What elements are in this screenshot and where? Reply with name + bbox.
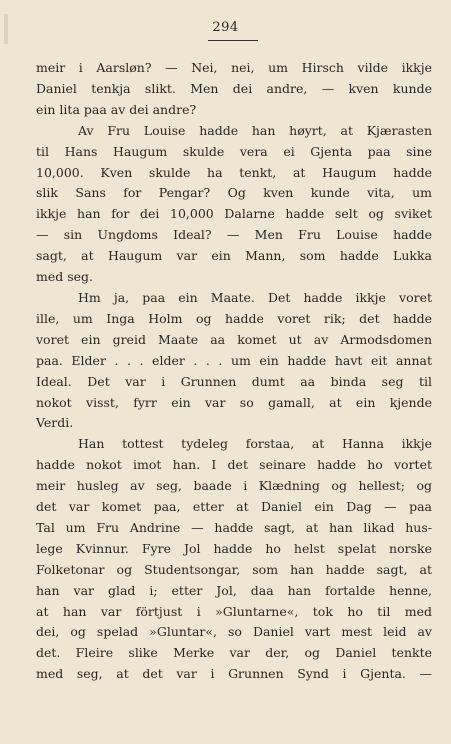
text-line: voret ein greid Maate aa komet ut av Armodsdomen [36,331,432,347]
text-line: Ideal. Det var i Grunnen dumt aa binda seg til [36,373,432,389]
page-number: 294 [212,20,239,35]
text-line: hadde nokot imot han. I det seinare hadde ho vortet [36,457,432,473]
text-line: nokot visst, fyrr ein var so gamall, at ein kjende [36,394,432,410]
text-line: Daniel tenkja slikt. Men dei andre, — kven kunde [36,80,432,96]
text-line: — sin Ungdoms Ideal? — Men Fru Louise hadde [36,227,432,243]
text-line: Folketonar og Studentsongar, som han hadde sagt, at [36,561,432,577]
body-text [36,58,432,685]
text-line: Han tottest tydeleg forstaa, at Hanna ikkje [78,436,432,452]
text-line: lege Kvinnur. Fyre Jol hadde ho helst spelat norske [36,540,432,556]
text-line: dei, og spelad »Gluntar«, so Daniel vart mest leid av [36,624,432,640]
text-line: Av Fru Louise hadde han høyrt, at Kjærasten [78,122,432,138]
text-line: med seg. [36,269,94,285]
text-line: Verdi. [36,415,74,431]
text-line: at han var förtjust i »Gluntarne«, tok ho til med [36,603,432,619]
text-line: sagt, at Haugum var ein Mann, som hadde Lukka [36,248,432,264]
text-line: meir i Aarsløn? — Nei, nei, um Hirsch vilde ikkje [36,60,432,75]
text-line: Tal um Fru Andrine — hadde sagt, at han likad hus- [36,519,432,535]
text-line: meir husleg av seg, baade i Klædning og hellest; og [36,478,432,494]
text-line: til Hans Haugum skulde vera ei Gjenta paa sine [36,143,432,159]
text-line: 10,000. Kven skulde ha tenkt, at Haugum hadde [36,164,432,180]
text-line: paa. Elder . . . elder . . . um ein hadde havt eit annat [36,352,432,368]
text-line: med seg, at det var i Grunnen Synd i Gjenta. — [36,666,432,682]
text-line: ikkje han for dei 10,000 Dalarne hadde selt og sviket [36,206,432,222]
text-line: han var glad i; etter Jol, daa han fortalde henne, [36,582,432,598]
text-line: ille, um Inga Holm og hadde voret rik; det hadde [36,310,432,326]
text-line: slik Sans for Pengar? Og kven kunde vita, um [36,185,432,201]
text-line: Hm ja, paa ein Maate. Det hadde ikkje voret [78,289,432,305]
text-line: ein lita paa av dei andre? [36,101,197,117]
text-line: det. Fleire slike Merke var der, og Daniel tenkte [36,645,432,661]
text-line: det var komet paa, etter at Daniel ein Dag — paa [36,499,432,515]
page-number-rule [208,40,258,41]
